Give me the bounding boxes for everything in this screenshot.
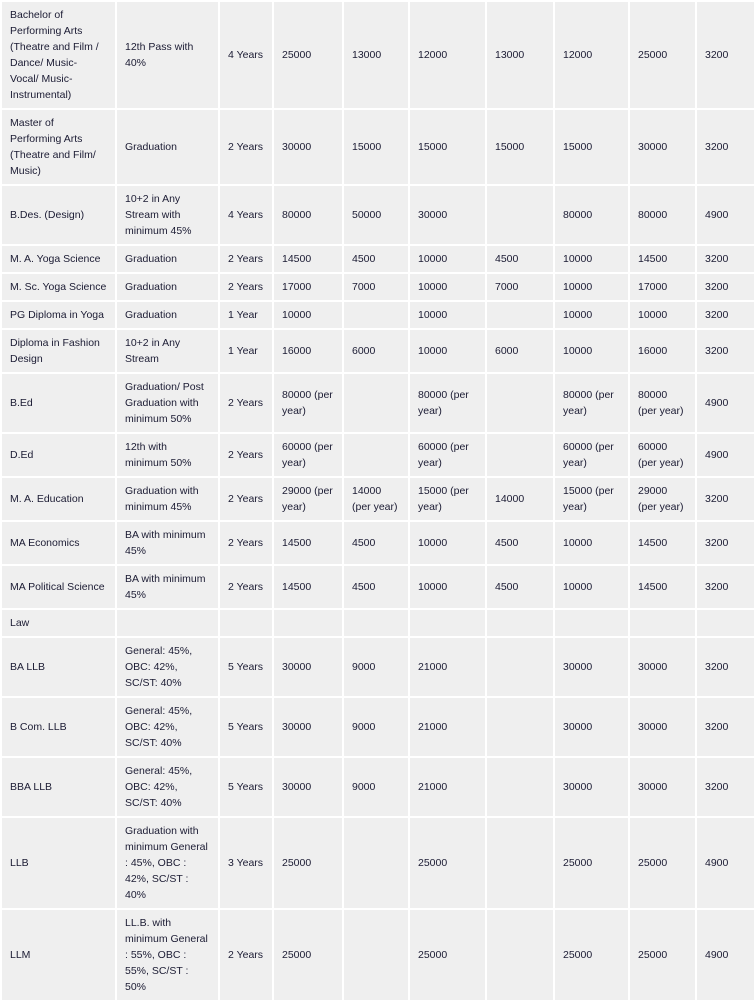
cell-fee_3: 10000: [409, 329, 486, 373]
cell-fee_6: 25000: [629, 817, 696, 909]
cell-eligibility: [116, 609, 219, 637]
cell-fee_3: 15000 (per year): [409, 477, 486, 521]
cell-fee_7: 3200: [696, 109, 754, 185]
cell-fee_4: 4500: [486, 245, 554, 273]
cell-fee_2: 9000: [343, 637, 409, 697]
cell-course: M. Sc. Yoga Science: [1, 273, 116, 301]
cell-fee_5: 80000: [554, 185, 629, 245]
course-fee-table: [0, 2, 754, 1002]
table-section-row: [1, 609, 754, 637]
cell-fee_1: 60000 (per year): [273, 433, 343, 477]
cell-course: B.Ed: [1, 373, 116, 433]
table-row: [1, 109, 754, 185]
cell-fee_6: 30000: [629, 697, 696, 757]
cell-fee_6: 25000: [629, 909, 696, 1001]
cell-fee_2: 14000 (per year): [343, 477, 409, 521]
cell-fee_2: 4500: [343, 521, 409, 565]
cell-fee_4: 15000: [486, 109, 554, 185]
table-row: [1, 2, 754, 109]
table-row: [1, 245, 754, 273]
cell-fee_4: 7000: [486, 273, 554, 301]
table-row: [1, 521, 754, 565]
cell-fee_4: [486, 909, 554, 1001]
cell-eligibility: Graduation/ Post Graduation with minimum 50%: [116, 373, 219, 433]
cell-fee_5: 10000: [554, 565, 629, 609]
cell-fee_5: 25000: [554, 909, 629, 1001]
cell-fee_6: 30000: [629, 109, 696, 185]
cell-duration: 2 Years: [219, 273, 273, 301]
cell-eligibility: Graduation with minimum 45%: [116, 477, 219, 521]
cell-fee_2: [343, 301, 409, 329]
cell-fee_7: 3200: [696, 301, 754, 329]
table-row: [1, 909, 754, 1001]
cell-fee_3: 10000: [409, 273, 486, 301]
cell-fee_5: 25000: [554, 817, 629, 909]
cell-course: B.Des. (Design): [1, 185, 116, 245]
cell-course: Bachelor of Performing Arts (Theatre and Film / Dance/ Music- Vocal/ Music- Instrumental): [1, 2, 116, 109]
cell-duration: 2 Years: [219, 109, 273, 185]
cell-course: LLB: [1, 817, 116, 909]
cell-fee_1: 16000: [273, 329, 343, 373]
cell-eligibility: BA with minimum 45%: [116, 521, 219, 565]
cell-fee_3: [409, 609, 486, 637]
cell-fee_3: 10000: [409, 245, 486, 273]
cell-fee_7: 3200: [696, 245, 754, 273]
cell-fee_3: 10000: [409, 301, 486, 329]
cell-fee_1: 30000: [273, 109, 343, 185]
cell-eligibility: 12th Pass with 40%: [116, 2, 219, 109]
cell-fee_4: [486, 185, 554, 245]
cell-fee_2: 9000: [343, 757, 409, 817]
table-row: [1, 637, 754, 697]
cell-course: PG Diploma in Yoga: [1, 301, 116, 329]
cell-fee_1: 30000: [273, 697, 343, 757]
cell-fee_2: 9000: [343, 697, 409, 757]
cell-fee_1: 14500: [273, 521, 343, 565]
cell-course: B Com. LLB: [1, 697, 116, 757]
cell-fee_1: 25000: [273, 817, 343, 909]
cell-eligibility: 12th with minimum 50%: [116, 433, 219, 477]
cell-duration: 5 Years: [219, 637, 273, 697]
cell-duration: 1 Year: [219, 329, 273, 373]
table-body: [1, 2, 754, 1001]
cell-duration: 2 Years: [219, 565, 273, 609]
cell-fee_3: 25000: [409, 817, 486, 909]
cell-fee_7: 3200: [696, 697, 754, 757]
table-row: [1, 373, 754, 433]
cell-fee_2: [343, 433, 409, 477]
cell-fee_3: 21000: [409, 697, 486, 757]
cell-fee_3: 21000: [409, 757, 486, 817]
cell-fee_1: 10000: [273, 301, 343, 329]
cell-eligibility: Graduation: [116, 245, 219, 273]
cell-fee_4: 4500: [486, 521, 554, 565]
cell-fee_6: 14500: [629, 565, 696, 609]
cell-fee_3: 10000: [409, 521, 486, 565]
table-row: [1, 817, 754, 909]
cell-fee_5: 30000: [554, 757, 629, 817]
table-row: [1, 185, 754, 245]
cell-fee_1: 80000: [273, 185, 343, 245]
cell-course: LLM: [1, 909, 116, 1001]
cell-duration: 2 Years: [219, 521, 273, 565]
cell-fee_2: [343, 909, 409, 1001]
table-row: [1, 477, 754, 521]
cell-fee_1: 80000 (per year): [273, 373, 343, 433]
cell-fee_6: 16000: [629, 329, 696, 373]
cell-course: BA LLB: [1, 637, 116, 697]
cell-eligibility: Graduation: [116, 273, 219, 301]
cell-fee_6: 30000: [629, 757, 696, 817]
cell-fee_7: 3200: [696, 521, 754, 565]
cell-duration: 4 Years: [219, 185, 273, 245]
cell-fee_2: 15000: [343, 109, 409, 185]
cell-fee_2: 4500: [343, 245, 409, 273]
cell-fee_3: 21000: [409, 637, 486, 697]
cell-fee_7: 4900: [696, 185, 754, 245]
cell-fee_6: 25000: [629, 2, 696, 109]
cell-fee_1: 30000: [273, 637, 343, 697]
table-row: [1, 697, 754, 757]
cell-fee_4: 4500: [486, 565, 554, 609]
cell-fee_3: 10000: [409, 565, 486, 609]
cell-fee_5: 10000: [554, 273, 629, 301]
table-row: [1, 301, 754, 329]
cell-course: Diploma in Fashion Design: [1, 329, 116, 373]
cell-fee_7: 3200: [696, 273, 754, 301]
cell-fee_3: 12000: [409, 2, 486, 109]
cell-fee_6: 17000: [629, 273, 696, 301]
table-row: [1, 329, 754, 373]
cell-fee_2: 7000: [343, 273, 409, 301]
cell-course: BBA LLB: [1, 757, 116, 817]
cell-fee_1: 17000: [273, 273, 343, 301]
cell-duration: 2 Years: [219, 245, 273, 273]
cell-duration: 3 Years: [219, 817, 273, 909]
cell-fee_7: 3200: [696, 757, 754, 817]
cell-eligibility: LL.B. with minimum General : 55%, OBC : 55%, SC/ST : 50%: [116, 909, 219, 1001]
cell-fee_4: [486, 373, 554, 433]
cell-fee_6: 14500: [629, 245, 696, 273]
cell-eligibility: 10+2 in Any Stream: [116, 329, 219, 373]
cell-fee_7: 4900: [696, 373, 754, 433]
cell-fee_4: [486, 433, 554, 477]
cell-fee_6: 10000: [629, 301, 696, 329]
cell-duration: 5 Years: [219, 697, 273, 757]
cell-fee_1: 29000 (per year): [273, 477, 343, 521]
cell-fee_5: 10000: [554, 245, 629, 273]
cell-eligibility: Graduation with minimum General : 45%, OBC : 42%, SC/ST : 40%: [116, 817, 219, 909]
cell-fee_3: 15000: [409, 109, 486, 185]
cell-eligibility: General: 45%, OBC: 42%, SC/ST: 40%: [116, 697, 219, 757]
cell-duration: 2 Years: [219, 477, 273, 521]
cell-fee_1: [273, 609, 343, 637]
cell-course: Master of Performing Arts (Theatre and Film/ Music): [1, 109, 116, 185]
cell-fee_4: [486, 817, 554, 909]
cell-duration: 4 Years: [219, 2, 273, 109]
cell-duration: 1 Year: [219, 301, 273, 329]
cell-fee_2: [343, 373, 409, 433]
cell-eligibility: BA with minimum 45%: [116, 565, 219, 609]
cell-fee_4: [486, 301, 554, 329]
cell-fee_7: 3200: [696, 477, 754, 521]
cell-fee_6: 30000: [629, 637, 696, 697]
cell-fee_6: [629, 609, 696, 637]
cell-eligibility: General: 45%, OBC: 42%, SC/ST: 40%: [116, 757, 219, 817]
cell-fee_3: 80000 (per year): [409, 373, 486, 433]
cell-fee_2: 13000: [343, 2, 409, 109]
cell-duration: [219, 609, 273, 637]
cell-fee_2: [343, 817, 409, 909]
cell-fee_3: 60000 (per year): [409, 433, 486, 477]
cell-fee_4: 13000: [486, 2, 554, 109]
cell-fee_7: [696, 609, 754, 637]
cell-course: Law: [1, 609, 116, 637]
cell-fee_7: 4900: [696, 433, 754, 477]
cell-fee_4: 6000: [486, 329, 554, 373]
cell-fee_7: 3200: [696, 329, 754, 373]
cell-fee_7: 4900: [696, 817, 754, 909]
cell-fee_4: [486, 697, 554, 757]
cell-fee_3: 25000: [409, 909, 486, 1001]
cell-fee_5: 60000 (per year): [554, 433, 629, 477]
cell-fee_5: [554, 609, 629, 637]
table-row: [1, 565, 754, 609]
cell-fee_5: 12000: [554, 2, 629, 109]
cell-course: M. A. Yoga Science: [1, 245, 116, 273]
cell-fee_5: 10000: [554, 301, 629, 329]
cell-fee_6: 80000: [629, 185, 696, 245]
cell-fee_4: [486, 637, 554, 697]
table-row: [1, 433, 754, 477]
cell-fee_6: 29000 (per year): [629, 477, 696, 521]
cell-duration: 2 Years: [219, 373, 273, 433]
cell-fee_5: 30000: [554, 637, 629, 697]
cell-fee_5: 10000: [554, 329, 629, 373]
cell-fee_1: 14500: [273, 245, 343, 273]
cell-duration: 2 Years: [219, 909, 273, 1001]
cell-course: D.Ed: [1, 433, 116, 477]
cell-fee_7: 3200: [696, 2, 754, 109]
cell-fee_5: 80000 (per year): [554, 373, 629, 433]
cell-duration: 5 Years: [219, 757, 273, 817]
cell-fee_1: 30000: [273, 757, 343, 817]
cell-fee_7: 3200: [696, 565, 754, 609]
cell-fee_7: 3200: [696, 637, 754, 697]
cell-eligibility: 10+2 in Any Stream with minimum 45%: [116, 185, 219, 245]
cell-eligibility: General: 45%, OBC: 42%, SC/ST: 40%: [116, 637, 219, 697]
cell-fee_7: 4900: [696, 909, 754, 1001]
cell-fee_5: 30000: [554, 697, 629, 757]
cell-fee_1: 14500: [273, 565, 343, 609]
cell-fee_6: 14500: [629, 521, 696, 565]
cell-fee_2: 6000: [343, 329, 409, 373]
cell-fee_3: 30000: [409, 185, 486, 245]
cell-fee_4: [486, 757, 554, 817]
cell-fee_6: 60000 (per year): [629, 433, 696, 477]
cell-fee_5: 15000 (per year): [554, 477, 629, 521]
cell-fee_5: 10000: [554, 521, 629, 565]
cell-course: M. A. Education: [1, 477, 116, 521]
cell-course: MA Economics: [1, 521, 116, 565]
table-row: [1, 273, 754, 301]
cell-eligibility: Graduation: [116, 301, 219, 329]
table-row: [1, 757, 754, 817]
cell-fee_2: 50000: [343, 185, 409, 245]
cell-duration: 2 Years: [219, 433, 273, 477]
cell-fee_1: 25000: [273, 909, 343, 1001]
cell-fee_2: [343, 609, 409, 637]
cell-fee_5: 15000: [554, 109, 629, 185]
cell-fee_4: [486, 609, 554, 637]
cell-fee_2: 4500: [343, 565, 409, 609]
cell-fee_1: 25000: [273, 2, 343, 109]
cell-eligibility: Graduation: [116, 109, 219, 185]
cell-fee_6: 80000 (per year): [629, 373, 696, 433]
cell-fee_4: 14000: [486, 477, 554, 521]
cell-course: MA Political Science: [1, 565, 116, 609]
